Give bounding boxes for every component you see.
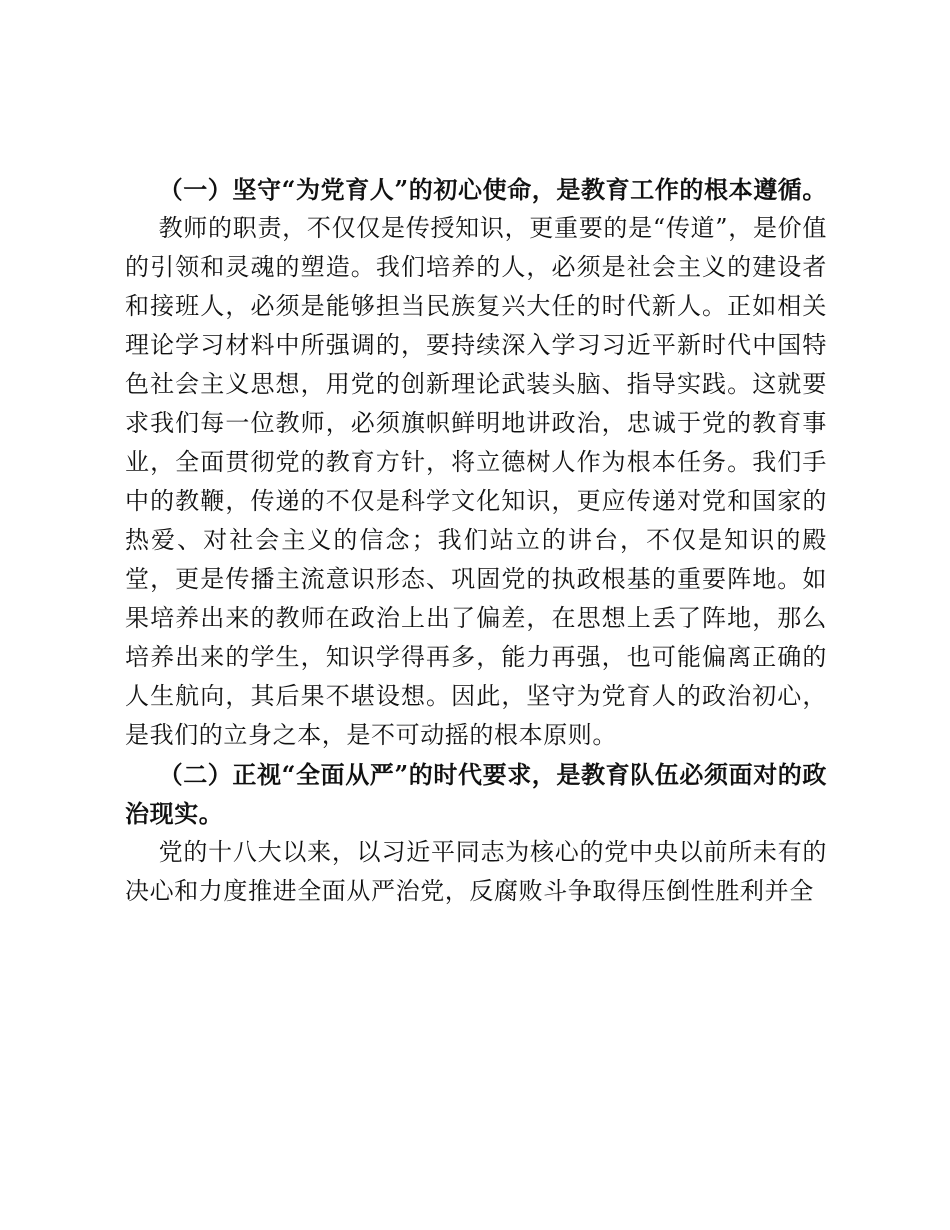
section-heading-2: （二）正视“全面从严”的时代要求，是教育队伍必须面对的政治现实。 xyxy=(125,760,828,828)
section-heading-1: （一）坚守“为党育人”的初心使命，是教育工作的根本遵循。 xyxy=(158,175,828,204)
body-paragraph-1: 教师的职责，不仅仅是传授知识，更重要的是“传道”，是价值的引领和灵魂的塑造。我们培养的人，必须是社会主义的建设者和接班人，必须是能够担当民族复兴大任的时代新人。正如相关理论学习材料中所强调的，要持续深入学习习近平新时代中国特色社会主义思想，用党的创新理论武装头脑、指导实践。这就要求我们每一位教师，必须旗帜鲜明地讲政治，忠诚于党的教育事业，全面贯彻党的教育方针，将立德树人作为根本任务。我们手中的教鞭，传递的不仅是科学文化知识，更应传递对党和国家的热爱、对社会主义的信念；我们站立的讲台，不仅是知识的殿堂，更是传播主流意识形态、巩固党的执政根基的重要阵地。如果培养出来的教师在政治上出了偏差，在思想上丢了阵地，那么培养出来的学生，知识学得再多，能力再强，也可能偏离正确的人生航向，其后果不堪设想。因此，坚守为党育人的政治初心，是我们的立身之本，是不可动摇的根本原则。 xyxy=(125,214,827,749)
document-body xyxy=(125,170,827,911)
body-paragraph-2: 党的十八大以来，以习近平同志为核心的党中央以前所未有的决心和力度推进全面从严治党，反腐败斗争取得压倒性胜利并全 xyxy=(125,838,827,905)
